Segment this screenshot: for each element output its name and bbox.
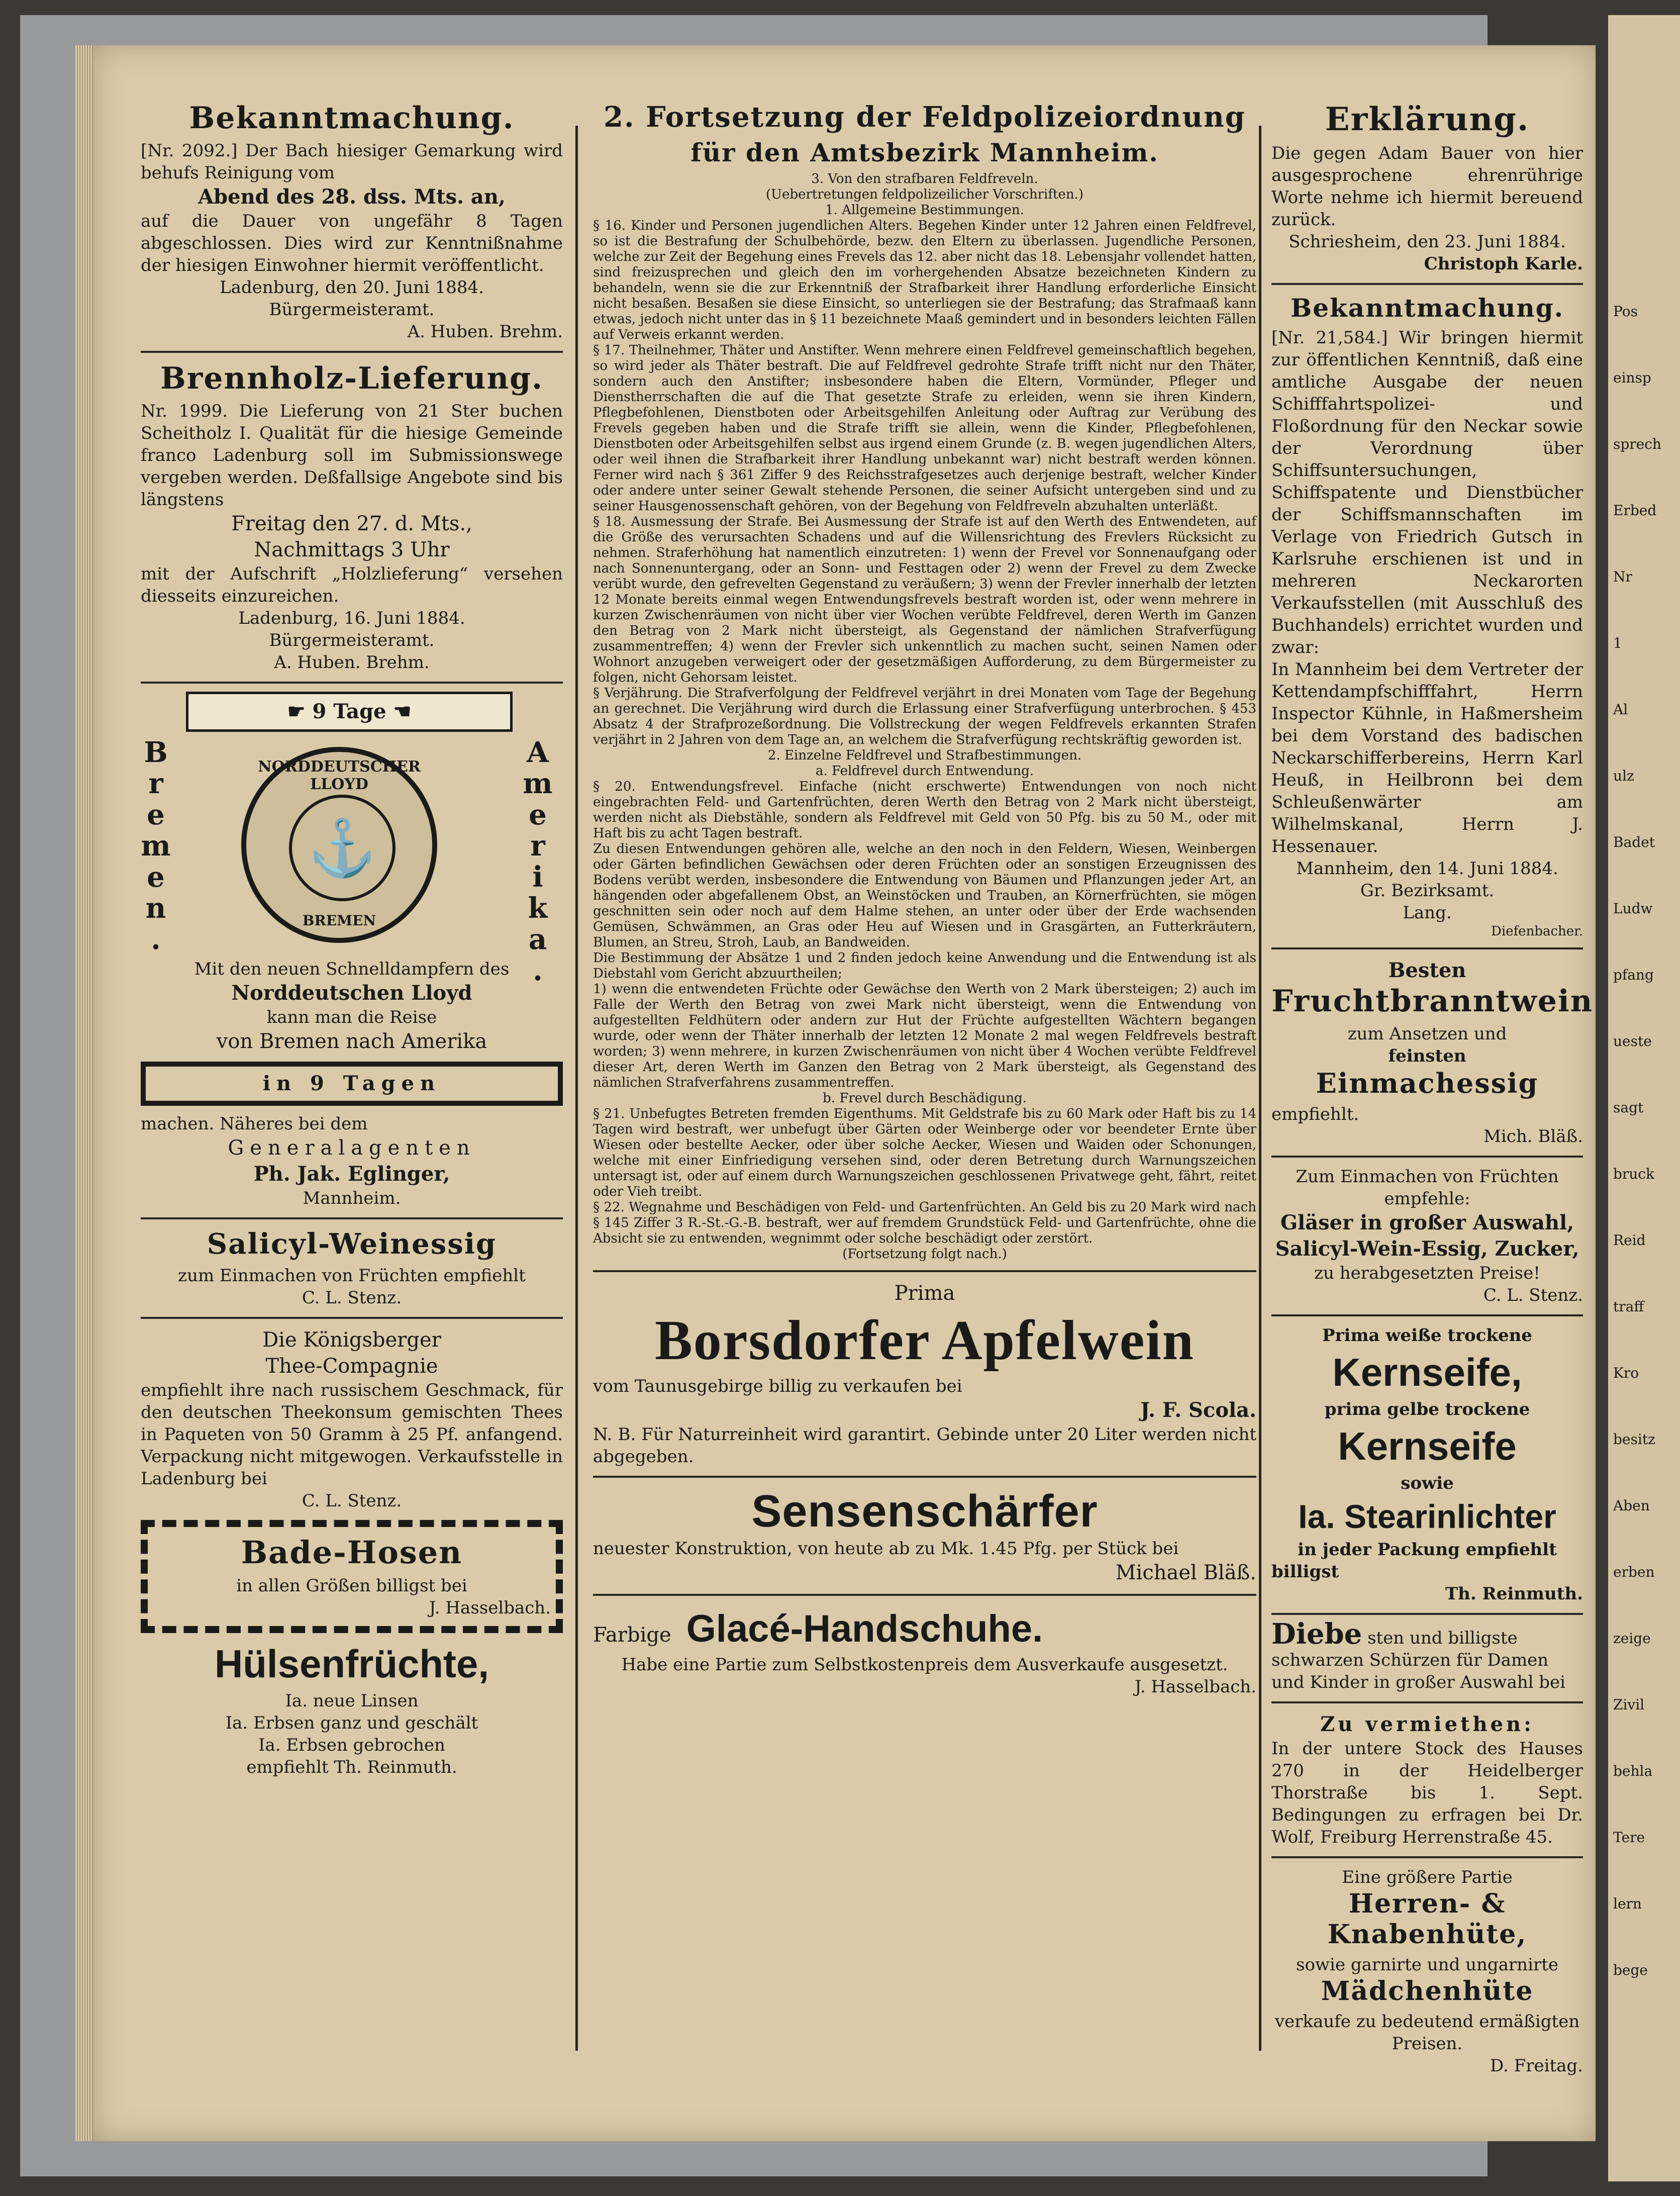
hute-line-1: Eine größere Partie [1342, 1867, 1513, 1887]
column-left [141, 101, 563, 1778]
lloyd-line-6: Generalagenten [228, 1136, 476, 1160]
apfelwein-note: N. B. Für Naturreinheit wird garantirt. Gebinde unter 20 Liter werden nicht abgegeben. [593, 1424, 1256, 1467]
lloyd-left-letter: . [151, 923, 161, 956]
lloyd-line-5: machen. Näheres bei dem [141, 1114, 368, 1134]
bekannt2-body-2: In Mannheim bei dem Vertreter der Kettendampfschifffahrt, Herrn Inspector Kühnle, in Haßmersheim bei dem Vorstand des badischen Neckarschifferbereins, Herrn Karl Heuß, in Heilbronn bei dem Schleußenwärter am Wilhelmskanal, Herrn J. Hessenauer. [1271, 659, 1583, 856]
lloyd-right-letter: a [528, 923, 547, 956]
lloyd-right-letter: A [527, 736, 549, 769]
diebe-ad [1271, 1617, 1583, 1693]
erklaerung-title: Erklärung. [1325, 101, 1530, 138]
thee-title-1: Die Königsberger [262, 1328, 441, 1352]
bekannt2-name: Lang. [1403, 903, 1452, 923]
lloyd-left-letter: m [141, 829, 171, 863]
brennholz-body-2: mit der Aufschrift „Holzlieferung“ versehen diesseits einzureichen. [141, 564, 563, 606]
notice-office: Bürgermeisteramt. [269, 300, 435, 320]
lloyd-line-7: Ph. Jak. Eglinger, [253, 1162, 450, 1186]
notice-signature: A. Huben. Brehm. [407, 322, 563, 342]
huelsen-line-1: Ia. neue Linsen [285, 1691, 419, 1711]
adjacent-page-fragment: erben [1613, 1564, 1655, 1580]
badehosen-body: in allen Größen billigst bei [236, 1576, 467, 1596]
divider [1271, 283, 1583, 285]
kernseife-line-3: sowie [1401, 1473, 1454, 1493]
frucht-line-2: feinsten [1388, 1046, 1466, 1066]
divider [593, 1594, 1256, 1596]
adjacent-page-fragment: bruck [1613, 1166, 1654, 1182]
paragraph-20d: 1) wenn die entwendeten Früchte oder Gewächse den Werth von 2 Mark übersteigen; 2) auch im Falle der Werth den Betrag von zwei Mark nicht übersteigt, wenn die Entwendung von aufgestellten Feldhütern oder andern zur Hut der Früchte aufgestellten Wächtern begangen wurde, oder wenn der Thäter innerhalb der letzten 12 Monate 2 mal wegen Feldfrevels bestraft worden; 3) wenn mehrere, in kurzen Zwischenräumen von nicht über 4 Wochen verübte Feldfrevel dieser Art, deren Werth im Ganzen den Betrag von 2 Mark übersteigt, als Gegenstand des nämlichen Strafverfahrens zusammentreffen. [593, 982, 1256, 1090]
divider [1271, 947, 1583, 949]
brennholz-office: Bürgermeisteramt. [269, 630, 435, 650]
ordinance-sub-1: 3. Von den strafbaren Feldfreveln. [811, 171, 1038, 186]
column-right [1271, 101, 1594, 2077]
kernseife-line-4: in jeder Packung empfiehlt [1298, 1540, 1557, 1560]
lloyd-right-letter: r [530, 829, 545, 863]
lloyd-left-letter: B [144, 736, 168, 769]
adjacent-page-fragment: 1 [1613, 635, 1622, 651]
continuation-note: (Fortsetzung folgt nach.) [842, 1247, 1007, 1262]
adjacent-page-fragment: sagt [1613, 1099, 1644, 1116]
einmachen-line-1: Zum Einmachen von Früchten [1296, 1167, 1559, 1187]
apfelwein-body: vom Taunusgebirge billig zu verkaufen bei [593, 1376, 962, 1396]
notice-body: [Nr. 2092.] Der Bach hiesiger Gemarkung wird behufs Reinigung vom [141, 141, 563, 183]
notice-place-date: Ladenburg, den 20. Juni 1884. [220, 277, 484, 298]
bekannt2-title: Bekanntmachung. [1290, 293, 1564, 323]
divider [1271, 1856, 1583, 1858]
lloyd-left-letter: n [145, 892, 166, 925]
adjacent-page-fragment: pfang [1613, 967, 1654, 983]
lloyd-seal [241, 747, 437, 943]
sensen-body: neuester Konstruktion, von heute ab zu Mk. 1.45 Pfg. per Stück bei [593, 1539, 1179, 1559]
adjacent-page-fragment: traff [1613, 1298, 1644, 1315]
huelsen-title: Hülsenfrüchte, [214, 1642, 489, 1686]
divider [1271, 1701, 1583, 1703]
paragraph-18: § 18. Ausmessung der Strafe. Bei Ausmessung der Strafe ist auf den Werth des Entwendeten, auf die Größe des verursachten Schadens und auf die Willensrichtung des Frevlers Rücksicht zu nehmen. Straferhöhung hat namentlich einzutreten: 1) wenn der Frevel vor Sonnenaufgang oder nach Sonnenuntergang, oder an Sonn- und Festtagen oder 2) wenn der Frevel zu dem Zwecke verübt wurde, den gefrevelten Gegenstand zu veräußern; 3) wenn der Frevler innerhalb der letzten 12 Monate bereits einmal wegen Entwendungsfrevels bestraft worden ist, oder wenn mehrere in kurzen Zwischenräumen von nicht über vier Wochen verübte Feldfrevel, deren Werth im Ganzen den Betrag von 2 Mark nicht übersteigt, als Gegenstand der nämlichen Strafverfügung zusammentreffen; 4) wenn der Frevler sich unkenntlich zu machen sucht, seinen Namen oder Wohnort anzugeben verweigert oder der gesetzmäßigen Aufforderung, zu dem Bürgermeister zu folgen, nicht Gehorsam leistet. [593, 514, 1256, 685]
badehosen-title: Bade-Hosen [241, 1534, 463, 1571]
paragraph-20: § 20. Entwendungsfrevel. Einfache (nicht erschwerte) Entwendungen von noch nicht eingebrachten Feld- und Gartenfrüchten, deren Werth den Betrag von 2 Mark nicht übersteigt, werden nicht als Diebstähle, sondern als Feldfrevel mit Geld von 50 Pfg. bis zu 50 M., oder mit Haft bis zu acht Tagen bestraft. [593, 779, 1256, 841]
diebe-title: Diebe [1271, 1617, 1362, 1651]
vermieten-body: In der untere Stock des Hauses 270 in der Heidelberger Thorstraße bis 1. Sept. Bedingungen zu erfragen bei Dr. Wolf, Freiburg Herrenstraße 45. [1271, 1739, 1583, 1847]
lloyd-right-letter: . [533, 954, 543, 987]
ordinance-sub-4: 2. Einzelne Feldfrevel und Strafbestimmungen. [767, 748, 1082, 763]
divider [141, 1317, 563, 1319]
glace-body: Habe eine Partie zum Selbstkostenpreis dem Ausverkaufe ausgesetzt. [621, 1655, 1228, 1675]
adjacent-page-fragment: Badet [1613, 834, 1655, 850]
hute-sign: D. Freitag. [1490, 2056, 1583, 2076]
diebe-body: sten und billigste schwarzen Schürzen für Damen und Kinder in großer Auswahl bei [1271, 1628, 1566, 1692]
column-center [593, 101, 1256, 1698]
adjacent-page-fragment: Tere [1613, 1829, 1645, 1846]
apfelwein-pre: Prima [894, 1282, 955, 1305]
adjacent-page-fragment: behla [1613, 1763, 1653, 1779]
salicyl-sign: C. L. Stenz. [302, 1288, 402, 1308]
brennholz-body: Nr. 1999. Die Lieferung von 21 Ster buchen Scheitholz I. Qualität für die hiesige Gemeinde franco Ladenburg soll im Submissionswege vergeben werden. Deßfallsige Angebote sind bis längstens [141, 401, 563, 510]
kernseife-title-2: Kernseife [1338, 1424, 1517, 1468]
lloyd-box-text: in 9 Tagen [262, 1072, 441, 1095]
adjacent-page-fragment: einsp [1613, 369, 1651, 386]
adjacent-page-fragment: sprech [1613, 436, 1661, 452]
paragraph-20c: Die Bestimmung der Absätze 1 und 2 finden jedoch keine Anwendung und die Entwendung ist als Diebstahl vom Gericht abzuurtheilen; [593, 950, 1256, 981]
glace-title: Glacé-Handschuhe. [686, 1607, 1043, 1650]
ordinance-heading-2: für den Amtsbezirk Mannheim. [690, 138, 1159, 167]
einmachen-line-3: Gläser in großer Auswahl, [1280, 1211, 1574, 1234]
adjacent-page-fragment: zeige [1613, 1630, 1651, 1647]
badehosen-sign: J. Hasselbach. [429, 1598, 551, 1618]
adjacent-page-fragment: besitz [1613, 1431, 1655, 1448]
ordinance-sub-5: a. Feldfrevel durch Entwendung. [815, 763, 1034, 779]
bekannt2-place-date: Mannheim, den 14. Juni 1884. [1296, 858, 1558, 879]
einmachen-sign: C. L. Stenz. [1483, 1285, 1583, 1305]
brennholz-signature: A. Huben. Brehm. [274, 652, 430, 673]
erklaerung-sign: Christoph Karle. [1424, 254, 1583, 274]
notice-title: Bekanntmachung. [189, 101, 515, 136]
adjacent-page-fragment: Ludw [1613, 900, 1653, 917]
brennholz-place-date: Ladenburg, 16. Juni 1884. [238, 608, 465, 628]
einmachen-line-5: zu herabgesetzten Preise! [1314, 1263, 1540, 1283]
glace-pre: Farbige [593, 1624, 671, 1647]
kernseife-title-1: Kernseife, [1332, 1350, 1522, 1394]
lloyd-right-letter: k [528, 892, 548, 925]
vermieten-title: Zu vermiethen: [1320, 1712, 1534, 1736]
lloyd-right-letter: e [529, 798, 547, 831]
lloyd-line-8: Mannheim. [303, 1188, 401, 1208]
brennholz-deadline: Freitag den 27. d. Mts., [231, 512, 472, 535]
huelsen-line-2: Ia. Erbsen ganz und geschält [225, 1713, 478, 1733]
lloyd-line-3: kann man die Reise [266, 1007, 437, 1027]
divider [141, 1217, 563, 1219]
sensen-title: Sensenschärfer [751, 1486, 1098, 1537]
lloyd-right-word [523, 737, 553, 986]
paragraph-20b: Zu diesen Entwendungen gehören alle, welche an den noch in den Feldern, Wiesen, Weinbergen oder Gärten befindlichen Gewächsen oder deren Früchten oder an sonstigen Erzeugnissen des Bodens verübt werden, insbesondere die Entwendung von Bäumen und Pflanzungen jeder Art, an hängenden oder abgefallenem Obst, an Weinstöcken und Trauben, an Körnerfrüchten, sie mögen geschnitten sein oder noch auf dem Halme stehen, an unter oder über der Erde wachsenden Gemüsen, Schwämmen, an Gras oder Heu auf Wiesen und in Grasgärten, an Futterkräutern, Blumen, an Streu, Stroh, Laub, an Bandweiden. [593, 841, 1256, 950]
thee-title-2: Thee-Compagnie [265, 1355, 438, 1378]
glace-header [593, 1604, 1256, 1654]
lloyd-right-letter: i [532, 861, 543, 894]
frucht-title-2: Einmachessig [1316, 1067, 1539, 1099]
divider [593, 1270, 1256, 1272]
hute-line-3: verkaufe zu bedeutend ermäßigten Preisen. [1274, 2012, 1580, 2054]
lloyd-line-1: Mit den neuen Schnelldampfern des [194, 959, 510, 979]
adjacent-page-fragment: Nr [1613, 568, 1632, 585]
lloyd-left-letter: e [147, 861, 165, 894]
frucht-line-1: zum Ansetzen und [1347, 1024, 1507, 1044]
notice-bach [141, 101, 563, 343]
adjacent-page-fragment: lern [1613, 1895, 1642, 1912]
lloyd-banner: ☛ 9 Tage ☚ [186, 692, 513, 732]
salicyl-body: zum Einmachen von Früchten empfiehlt [178, 1266, 526, 1286]
paragraph-17: § 17. Theilnehmer, Thäter und Anstifter. Wenn mehrere einen Feldfrevel gemeinschaftlich begehen, so wird jeder als Thäter bestraft. Die auf Feldfrevel gedrohte Strafe trifft nicht nur den Thäter, sondern auch den Anstifter; insbesondere haben die Eltern, Vormünder, Pfleger und Dienstherrschaften die auf die That gesetzte Strafe zu erleiden, wenn sie ihren Kindern, Pflegbefohlenen, Dienstboten oder Arbeitsgehilfen Anleitung oder Auftrag zur Verübung des Frevels gegeben haben und die Strafe trifft sie allein, wenn die Kinder, Pflegbefohlenen, Dienstboten oder Arbeitsgehilfen selbst aus irgend einem Grunde (z. B. wegen jugendlichen Alters, oder weil ihnen die Strafbarkeit ihrer Handlung unbekannt war) nicht bestraft werden können. Ferner wird nach § 361 Ziffer 9 des Reichsstrafgesetzes auch derjenige bestraft, welcher Kinder oder andere unter seiner Gewalt stehende Personen, die seiner Aufsicht untergeben sind und zu seiner Hausgenossenschaft gehören, von der Begehung von Feldfreveln abzuhalten unterläßt. [593, 343, 1256, 514]
bekannt2-office: Gr. Bezirksamt. [1360, 881, 1495, 901]
bekannt2-body: [Nr. 21,584.] Wir bringen hiermit zur öffentlichen Kenntniß, daß eine amtliche Ausgabe der neuen Schifffahrtspolizei- und Floßordnung für den Neckar sowie der Verordnung über Schiffsuntersuchungen, Schiffspatente und Dienstbücher der Schiffsmannschaften im Verlage von Friedrich Gutsch in Karlsruhe erschienen ist und in mehreren Neckarorten Verkaufsstellen (mit Ausschluß des Buchhandels) errichtet wurden und zwar: [1271, 328, 1583, 657]
badehosen-advert [141, 1520, 563, 1633]
lloyd-banner-text: 9 Tage [312, 700, 386, 723]
lloyd-right-letter: m [523, 767, 553, 800]
einmachen-line-4: Salicyl-Wein-Essig, Zucker, [1275, 1237, 1579, 1261]
erklaerung-place-date: Schriesheim, den 23. Juni 1884. [1289, 232, 1566, 252]
einmachen-line-2: empfehle: [1384, 1189, 1470, 1209]
adjacent-page-fragment: ulz [1613, 768, 1634, 784]
adjacent-page-fragment: Kro [1613, 1365, 1639, 1381]
hute-line-2: sowie garnirte und ungarnirte [1296, 1955, 1558, 1975]
adjacent-page-fragment: bege [1613, 1962, 1648, 1978]
notice-date: Abend des 28. dss. Mts. an, [198, 185, 506, 209]
anchor-icon: ⚓ [289, 795, 396, 901]
kernseife-sign: Th. Reinmuth. [1445, 1584, 1583, 1604]
lloyd-line-4: von Bremen nach Amerika [216, 1030, 487, 1053]
lloyd-left-letter: r [148, 767, 163, 800]
bekannt2-clerk: Diefenbacher. [1491, 924, 1583, 939]
ordinance-heading-1: 2. Fortsetzung der Feldpolizeiordnung [604, 101, 1246, 134]
ordinance-sub-2: (Uebertretungen feldpolizeilicher Vorschriften.) [766, 187, 1083, 202]
sensen-sign: Michael Bläß. [1115, 1561, 1256, 1584]
notice-brennholz [141, 361, 563, 674]
frucht-title: Fruchtbranntwein [1271, 984, 1594, 1019]
adjacent-page [1608, 15, 1680, 2181]
paragraph-22: § 22. Wegnahme und Beschädigen von Feld- und Gartenfrüchten. An Geld bis zu 20 Mark wird nach § 145 Ziffer 3 R.-St.-G.-B. bestraft, wer auf fremdem Grundstück Feld- und Gartenfrüchte, ohne die Absicht sie zu entwenden, wegnimmt oder solche beschädigt oder zerstört. [593, 1200, 1256, 1246]
lloyd-box [141, 1062, 563, 1106]
page-stack-edge [75, 45, 95, 2141]
hute-title-2: Mädchenhüte [1321, 1976, 1534, 2007]
column-rule-right [1259, 126, 1261, 2051]
divider [141, 351, 563, 353]
divider [1271, 1156, 1583, 1158]
ordinance-sub-3: 1. Allgemeine Bestimmungen. [825, 203, 1024, 218]
seal-top-text: NORDDEUTSCHER LLOYD [258, 758, 421, 793]
paragraph-19: § Verjährung. Die Strafverfolgung der Feldfrevel verjährt in drei Monaten vom Tage der Begehung an gerechnet. Die Verjährung wird durch die Erlassung einer Strafverfügung unterbrochen. § 453 Absatz 4 der Strafprozeßordnung. Die Vollstreckung der wegen Feldfrevels erkannten Strafen verjährt in 2 Jahren von dem Tage an, an welchem die Strafverfügung rechtskräftig geworden ist. [593, 686, 1256, 747]
adjacent-page-fragment: Al [1613, 701, 1628, 718]
ordinance-sub-6: b. Frevel durch Beschädigung. [823, 1091, 1027, 1106]
brennholz-title: Brennholz-Lieferung. [160, 361, 543, 396]
salicyl-title: Salicyl-Weinessig [207, 1227, 497, 1261]
kernseife-line-5: billigst [1271, 1562, 1339, 1582]
kernseife-line-1: Prima weiße trockene [1322, 1325, 1532, 1346]
stearinlichter-title: Ia. Stearinlichter [1298, 1498, 1556, 1535]
huelsen-line-3: Ia. Erbsen gebrochen [258, 1735, 445, 1755]
brennholz-time: Nachmittags 3 Uhr [254, 538, 450, 561]
seal-bottom-text: BREMEN [302, 912, 376, 929]
huelsen-line-4: empfiehlt Th. Reinmuth. [246, 1757, 457, 1777]
divider [141, 682, 563, 684]
column-rule-left [575, 126, 578, 2051]
apfelwein-title: Borsdorfer Apfelwein [655, 1309, 1195, 1372]
lloyd-line-2: Norddeutschen Lloyd [231, 981, 472, 1005]
divider [1271, 1314, 1583, 1316]
frucht-line-3: empfiehlt. [1271, 1104, 1359, 1124]
glace-sign: J. Hasselbach. [1134, 1677, 1256, 1697]
adjacent-page-fragment: Reid [1613, 1232, 1646, 1249]
adjacent-page-fragment: Erbed [1613, 502, 1657, 519]
divider [593, 1476, 1256, 1478]
adjacent-page-fragment: Zivil [1613, 1696, 1645, 1713]
frucht-pre: Besten [1388, 959, 1466, 982]
thee-body: empfiehlt ihre nach russischem Geschmack, für den deutschen Theekonsum gemischten Thees in Paqueten von 50 Gramm à 25 Pf. anfangend. Verpackung nicht mitgewogen. Verkaufsstelle in Ladenburg bei [141, 1380, 563, 1489]
divider [1271, 1613, 1583, 1615]
adjacent-page-fragment: Aben [1613, 1497, 1650, 1514]
hute-title: Herren- & Knabenhüte, [1327, 1888, 1527, 1950]
lloyd-left-word [141, 737, 171, 955]
thee-sign: C. L. Stenz. [302, 1491, 402, 1511]
erklaerung-body: Die gegen Adam Bauer von hier ausgesprochene ehrenrührige Worte nehme ich hiermit bereuend zurück. [1271, 143, 1583, 230]
paragraph-16: § 16. Kinder und Personen jugendlichen Alters. Begehen Kinder unter 12 Jahren einen Feldfrevel, so ist die Bestrafung der Schulbehörde, bezw. den Eltern zu überlassen. Jugendliche Personen, welche zur Zeit der Begehung eines Frevels das 12. aber nicht das 18. Lebensjahr vollendet hatten, sind freizusprechen und gleich den im vorhergehenden Absatze bezeichneten Kindern zu behandeln, wenn sie die zur Erkenntniß der Strafbarkeit ihrer Handlung erforderliche Einsicht nicht besaßen. Besaßen sie diese Einsicht, so unterliegen sie der Bestrafung; das Strafmaaß kann etwas, jedoch nicht unter das in § 11 bezeichnete Maaß gemindert und in besonders leichten Fällen auf Verweis erkannt werden. [593, 218, 1256, 342]
notice-body-2: auf die Dauer von ungefähr 8 Tagen abgeschlossen. Dies wird zur Kenntnißnahme der hiesigen Einwohner hiermit veröffentlicht. [141, 211, 563, 275]
adjacent-page-fragment: ueste [1613, 1033, 1652, 1049]
frucht-sign: Mich. Bläß. [1484, 1126, 1583, 1147]
lloyd-left-letter: e [147, 798, 165, 831]
apfelwein-sign: J. F. Scola. [1140, 1398, 1256, 1422]
kernseife-line-2: prima gelbe trockene [1324, 1399, 1530, 1419]
adjacent-page-fragment: Pos [1613, 303, 1638, 320]
paragraph-21: § 21. Unbefugtes Betreten fremden Eigenthums. Mit Geldstrafe bis zu 60 Mark oder Haft bis zu 14 Tagen wird bestraft, wer unbefugt über Gärten oder Weinberge oder vor beendeter Ernte über Wiesen oder bestellte Aecker, oder über solche Aecker, Wiesen und Waiden oder Schonungen, welche mit einer Einfriedigung versehen sind, oder deren Betretung durch Warnungszeichen untersagt ist, oder auf einem durch Warnungszeichen geschlossenen Privatwege geht, fährt, reitet oder Vieh treibt. [593, 1106, 1256, 1199]
